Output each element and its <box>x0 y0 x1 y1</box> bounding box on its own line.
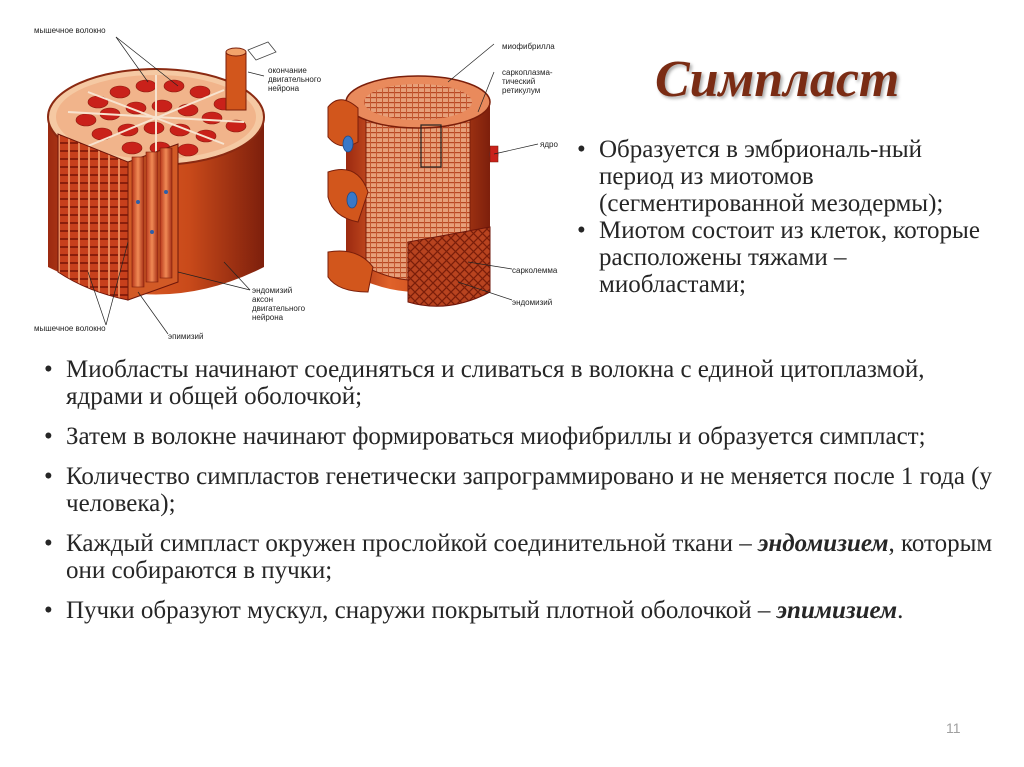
label-myofibril: миофибрилла <box>502 42 555 51</box>
right-bullet: • Миотом состоит из клеток, которые расположены тяжами – миобластами; <box>575 217 995 298</box>
main-bullet: • Затем в волокне начинают формироваться миофибриллы и образуется симпласт; <box>42 423 1002 450</box>
muscle-structure-figure <box>28 22 576 352</box>
term-endomysium: эндомизием <box>757 530 889 557</box>
main-bullet: • Количество симпластов генетически запрограммировано и не меняется после 1 года (у человека); <box>42 463 1002 517</box>
slide-title: Симпласт <box>655 51 900 108</box>
label-muscle-fiber-top: мышечное волокно <box>34 26 106 35</box>
bullet-text: Каждый симпласт окружен прослойкой соединительной ткани – <box>66 530 758 557</box>
bullet-text: , которым они собираются в пучки; <box>66 530 993 584</box>
right-bullet-list <box>575 136 995 298</box>
label-muscle-fiber-bottom: мышечное волокно <box>34 324 106 333</box>
label-epimysium: эпимизий <box>168 332 204 341</box>
label-sarcoplasmic-reticulum: саркоплазма- тический ретикулум <box>502 68 553 95</box>
label-endomysium-axon: эндомизий аксон двигательного нейрона <box>252 286 306 322</box>
right-bullet: • Образуется в эмбриональ-ный период из миотомов (сегментированной мезодермы); <box>575 136 995 217</box>
bullet-text: . <box>897 597 904 624</box>
main-bullet: • Миобласты начинают соединяться и сливаться в волокна с единой цитоплазмой, ядрами и общей оболочкой; <box>42 356 1002 410</box>
muscle-fiber-cylinder <box>328 76 498 306</box>
label-endomysium: эндомизий <box>512 298 553 307</box>
term-epimysium: эпимизием <box>776 597 898 624</box>
label-nucleus: ядро <box>540 140 558 149</box>
page-number: 11 <box>946 720 961 736</box>
label-motor-ending: окончание двигательного нейрона <box>268 66 322 93</box>
main-bullet-list <box>42 356 1002 637</box>
main-bullet <box>42 530 1002 584</box>
label-sarcolemma: сарколемма <box>512 266 558 275</box>
main-bullet <box>42 597 1002 624</box>
bullet-text: Пучки образуют мускул, снаружи покрытый плотной оболочкой – <box>66 597 777 624</box>
muscle-cylinder <box>48 42 276 300</box>
